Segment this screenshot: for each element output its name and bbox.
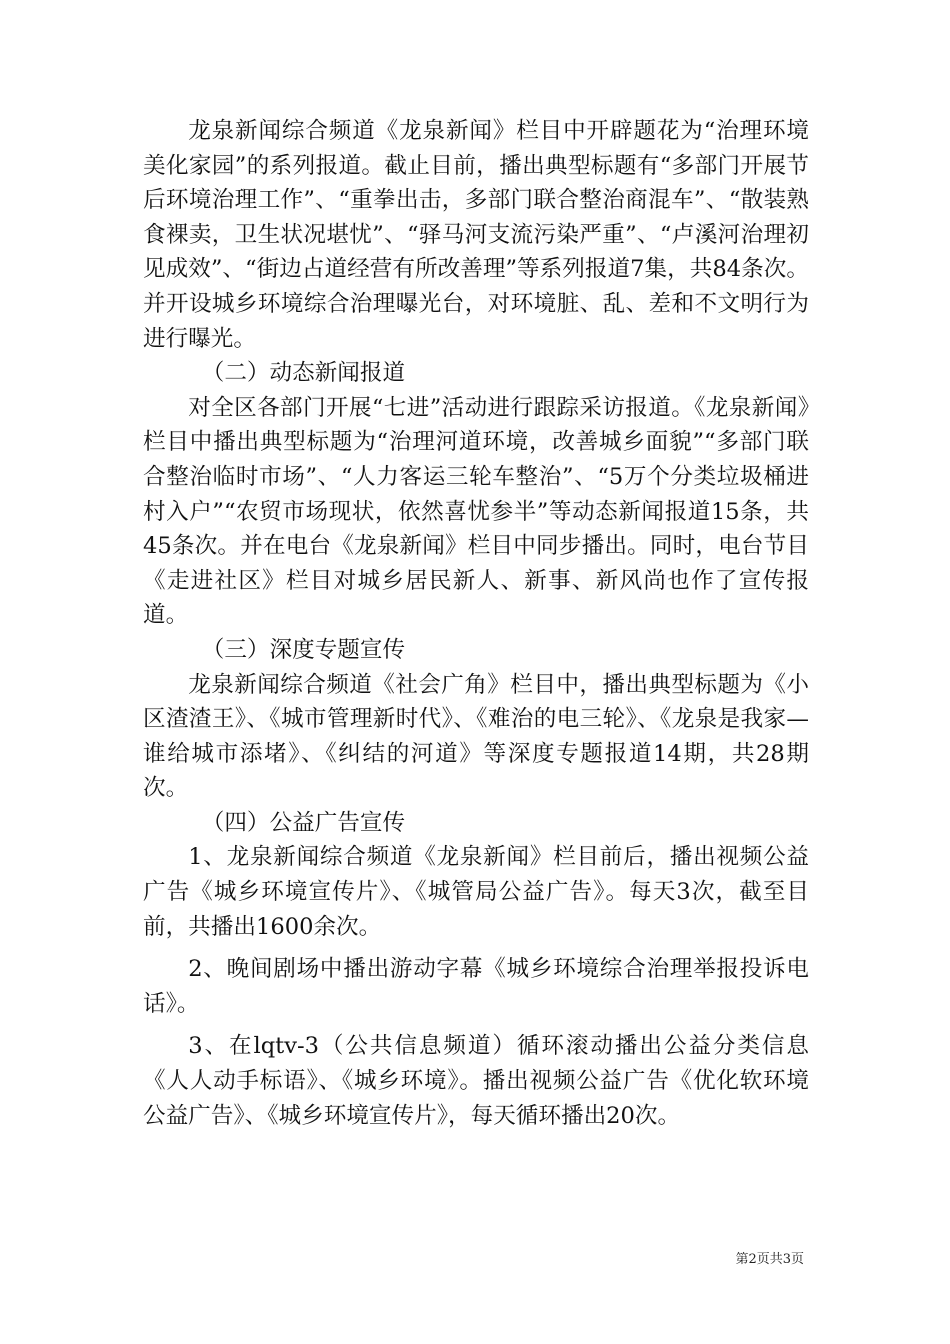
paragraph-series-report: 龙泉新闻综合频道《龙泉新闻》栏目中开辟题花为“治理环境美化家园”的系列报道。截止目前，播出典型标题有“多部门开展节后环境治理工作”、“重拳出击，多部门联合整治商混车”、“散装熟食裸卖，卫生状况堪忧”、“驿马河支流污染严重”、“卢溪河治理初见成效”、“街边占道经营有所改善理”等系列报道7集，共84条次。并开设城乡环境综合治理曝光台，对环境脏、乱、差和不文明行为进行曝光。 — [143, 118, 809, 352]
list-item-public-ads-1: 1、龙泉新闻综合频道《龙泉新闻》栏目前后，播出视频公益广告《城乡环境宣传片》、《城管局公益广告》。每天3次，截至目前，共播出1600余次。 — [143, 844, 809, 940]
document-body — [143, 114, 809, 1133]
paragraph-in-depth: 龙泉新闻综合频道《社会广角》栏目中，播出典型标题为《小区渣渣王》、《城市管理新时代》、《难治的电三轮》、《龙泉是我家—谁给城市添堵》、《纠结的河道》等深度专题报道14期，共28期次。 — [143, 671, 809, 802]
paragraph-dynamic-news: 对全区各部门开展“七进”活动进行跟踪采访报道。《龙泉新闻》栏目中播出典型标题为“治理河道环境，改善城乡面貌”“多部门联合整治临时市场”、“人力客运三轮车整治”、“5万个分类垃圾桶进村入户”“农贸市场现状，依然喜忧参半”等动态新闻报道15条，共45条次。并在电台《龙泉新闻》栏目中同步播出。同时，电台节目《走进社区》栏目对城乡居民新人、新事、新风尚也作了宣传报道。 — [143, 394, 809, 629]
list-item-public-ads-3: 3、在lqtv-3（公共信息频道）循环滚动播出公益分类信息《人人动手标语》、《城乡环境》。播出视频公益广告《优化软环境公益广告》、《城乡环境宣传片》，每天循环播出20次。 — [143, 1033, 809, 1129]
section-heading-public-ads: （四）公益广告宣传 — [201, 809, 406, 836]
page-number-footer: 第2页共3页 — [735, 1252, 804, 1267]
section-heading-dynamic-news: （二）动态新闻报道 — [201, 360, 406, 387]
section-heading-in-depth: （三）深度专题宣传 — [201, 636, 406, 663]
list-item-public-ads-2: 2、晚间剧场中播出游动字幕《城乡环境综合治理举报投诉电话》。 — [143, 956, 809, 1017]
